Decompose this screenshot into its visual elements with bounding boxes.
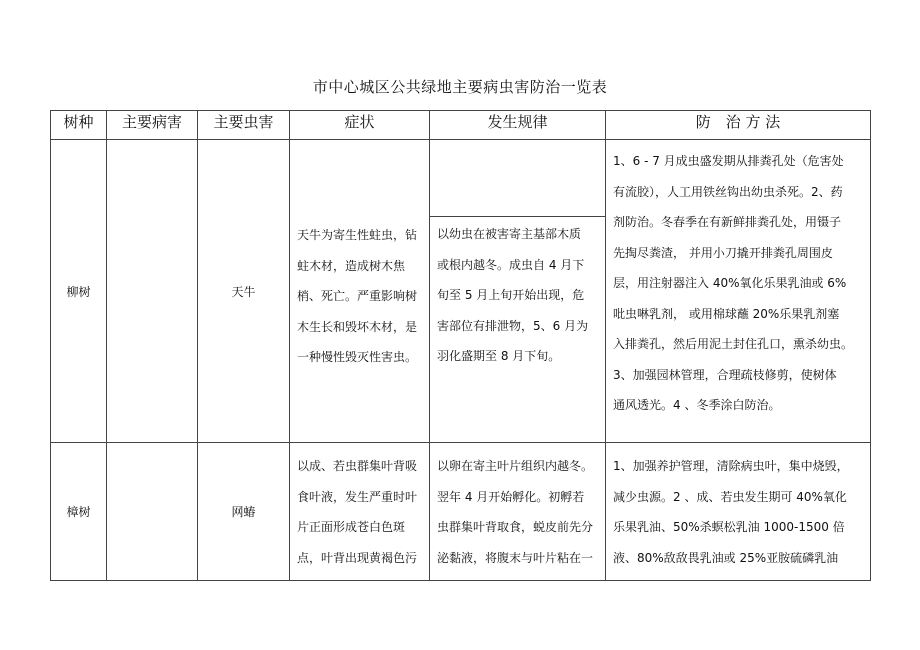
method-line: 吡虫啉乳剂， 或用棉球蘸 20%乐果乳剂塞 [613, 306, 840, 321]
page-title: 市中心城区公共绿地主要病虫害防治一览表 [312, 78, 608, 96]
pattern-line: 旬至 5 月上旬开始出现，危 [437, 288, 585, 302]
pattern-empty-subcell [430, 140, 605, 217]
symptoms-cell [290, 443, 430, 581]
method-line: 3、加强园林管理，合理疏枝修剪，使树体 [613, 367, 837, 382]
disease-cell [107, 140, 198, 443]
method-line: 先掏尽粪渣， 并用小刀撬开排粪孔周围皮 [613, 245, 833, 260]
methods-cell [606, 443, 871, 581]
method-line: 1、加强养护管理，清除病虫叶，集中烧毁， [613, 459, 849, 473]
symptoms-line: 食叶液，发生严重时叶 [297, 489, 418, 504]
table-row [51, 443, 871, 581]
method-line: 有流胶），人工用铁丝钩出幼虫杀死。2、药 [613, 184, 843, 199]
pest-control-table [50, 110, 871, 581]
method-line: 减少虫源。2 、成、若虫发生期可 40%氧化 [613, 489, 847, 504]
method-line: 剂防治。冬春季在有新鲜排粪孔处，用镊子 [613, 215, 842, 229]
disease-cell [107, 443, 198, 581]
pattern-line: 羽化盛期至 8 月下旬。 [437, 349, 561, 363]
pest-cell: 网蝽 [198, 443, 290, 581]
header-control-methods: 防 治 方 法 [606, 111, 871, 140]
table-row [51, 140, 871, 443]
symptoms-line: 点，叶背出现黄褐色污 [297, 550, 418, 565]
method-line: 乐果乳油、50%杀螟松乳油 1000-1500 倍 [613, 520, 845, 534]
methods-cell [606, 140, 871, 443]
symptoms-line: 木生长和毁坏木材，是 [297, 319, 418, 334]
method-line: 层，用注射器注入 40%氧化乐果乳油或 6% [613, 276, 847, 290]
header-symptoms: 症状 [290, 111, 430, 140]
symptoms-line: 一种慢性毁灭性害虫。 [297, 350, 418, 364]
pattern-cell [430, 140, 606, 443]
header-tree-species: 树种 [51, 111, 107, 140]
symptoms-line: 蛀木材，造成树木焦 [297, 258, 406, 273]
pattern-line: 翌年 4 月开始孵化。初孵若 [437, 489, 585, 504]
pattern-line: 泌黏液，将腹末与叶片粘在一 [437, 550, 594, 565]
pest-cell: 天牛 [198, 140, 290, 443]
pattern-line: 以卵在寄主叶片组织内越冬。 [437, 459, 594, 473]
symptoms-line: 片正面形成苍白色斑 [297, 520, 406, 534]
header-main-pest: 主要虫害 [198, 111, 290, 140]
symptoms-cell [290, 140, 430, 443]
tree-cell: 樟树 [51, 443, 107, 581]
header-occurrence-pattern: 发生规律 [430, 111, 606, 140]
pattern-line: 虫群集叶背取食，蜕皮前先分 [437, 520, 594, 534]
tree-cell: 柳树 [51, 140, 107, 443]
method-line: 入排粪孔，然后用泥土封住孔口，熏杀幼虫。 [613, 337, 854, 351]
method-line: 1、6 - 7 月成虫盛发期从排粪孔处（危害处 [613, 154, 844, 168]
method-line: 液、80%敌敌畏乳油或 25%亚胺硫磷乳油 [613, 550, 839, 565]
pattern-line: 以幼虫在被害寄主基部木质 [437, 227, 582, 241]
symptoms-line: 天牛为寄生性蛀虫，钻 [297, 228, 418, 242]
pattern-line: 或根内越冬。成虫自 4 月下 [437, 257, 585, 272]
pattern-line: 害部位有排泄物，5、6 月为 [437, 318, 589, 333]
method-line: 通风透光。4 、冬季涂白防治。 [613, 398, 781, 412]
header-main-disease: 主要病害 [107, 111, 198, 140]
symptoms-line: 以成、若虫群集叶背吸 [297, 459, 418, 473]
symptoms-line: 梢、死亡。严重影响树 [297, 289, 418, 303]
pattern-cell [430, 443, 606, 581]
table-header-row [51, 111, 871, 140]
